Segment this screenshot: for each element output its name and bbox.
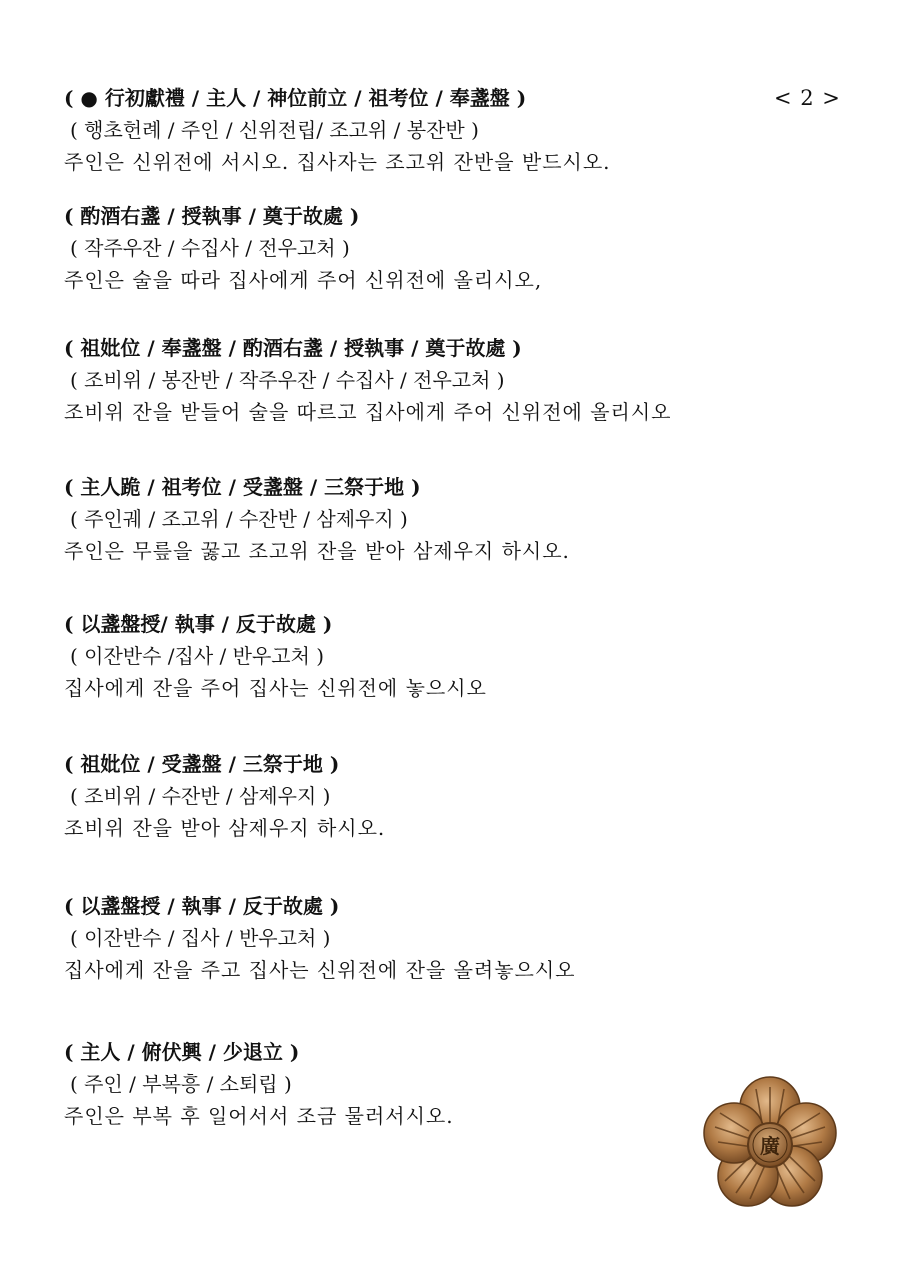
hanja-line: ( 祖妣位 / 受盞盤 / 三祭于地 ) <box>64 752 340 776</box>
emblem-glyph: 廣 <box>760 1134 780 1158</box>
page-number: < 2 > <box>774 86 841 110</box>
hanja-line: ( 主人跪 / 祖考位 / 受盞盤 / 三祭于地 ) <box>64 475 421 499</box>
instruction-text: 주인은 신위전에 서시오. 집사자는 조고위 잔반을 받드시오. <box>64 150 611 174</box>
ritual-step-5 <box>64 608 824 704</box>
hangul-reading: ( 행초헌례 / 주인 / 신위전립/ 조고위 / 봉잔반 ) <box>70 118 479 142</box>
ritual-step-7 <box>64 890 824 986</box>
hangul-reading: ( 작주우잔 / 수집사 / 전우고처 ) <box>70 236 350 260</box>
ritual-step-4 <box>64 471 824 567</box>
plum-blossom-emblem-icon <box>700 1075 840 1215</box>
instruction-text: 주인은 술을 따라 집사에게 주어 신위전에 올리시오, <box>64 268 543 292</box>
instruction-text: 조비위 잔을 받들어 술을 따르고 집사에게 주어 신위전에 올리시오 <box>64 400 672 424</box>
hangul-reading: ( 주인궤 / 조고위 / 수잔반 / 삼제우지 ) <box>70 507 408 531</box>
ritual-step-3 <box>64 332 824 428</box>
hangul-reading: ( 이잔반수 /집사 / 반우고처 ) <box>70 644 325 668</box>
instruction-text: 주인은 부복 후 일어서서 조금 물러서시오. <box>64 1104 454 1128</box>
hanja-line: ( 以盞盤授/ 執事 / 反于故處 ) <box>64 612 333 636</box>
instruction-text: 주인은 무릎을 꿇고 조고위 잔을 받아 삼제우지 하시오. <box>64 539 570 563</box>
ritual-step-6 <box>64 748 824 844</box>
hanja-line: ( ● 行初獻禮 / 主人 / 神位前立 / 祖考位 / 奉盞盤 ) <box>64 86 527 110</box>
hanja-line: ( 酌酒右盞 / 授執事 / 奠于故處 ) <box>64 204 360 228</box>
hanja-line: ( 以盞盤授 / 執事 / 反于故處 ) <box>64 894 340 918</box>
hangul-reading: ( 주인 / 부복흥 / 소퇴립 ) <box>70 1072 292 1096</box>
ritual-step-2 <box>64 200 824 296</box>
instruction-text: 집사에게 잔을 주고 집사는 신위전에 잔을 올려놓으시오 <box>64 958 576 982</box>
hangul-reading: ( 조비위 / 수잔반 / 삼제우지 ) <box>70 784 331 808</box>
hanja-line: ( 主人 / 俯伏興 / 少退立 ) <box>64 1040 300 1064</box>
hanja-line: ( 祖妣位 / 奉盞盤 / 酌酒右盞 / 授執事 / 奠于故處 ) <box>64 336 522 360</box>
instruction-text: 집사에게 잔을 주어 집사는 신위전에 놓으시오 <box>64 676 487 700</box>
instruction-text: 조비위 잔을 받아 삼제우지 하시오. <box>64 816 386 840</box>
hangul-reading: ( 이잔반수 / 집사 / 반우고처 ) <box>70 926 331 950</box>
ritual-step-1 <box>64 82 824 178</box>
hangul-reading: ( 조비위 / 봉잔반 / 작주우잔 / 수집사 / 전우고처 ) <box>70 368 505 392</box>
